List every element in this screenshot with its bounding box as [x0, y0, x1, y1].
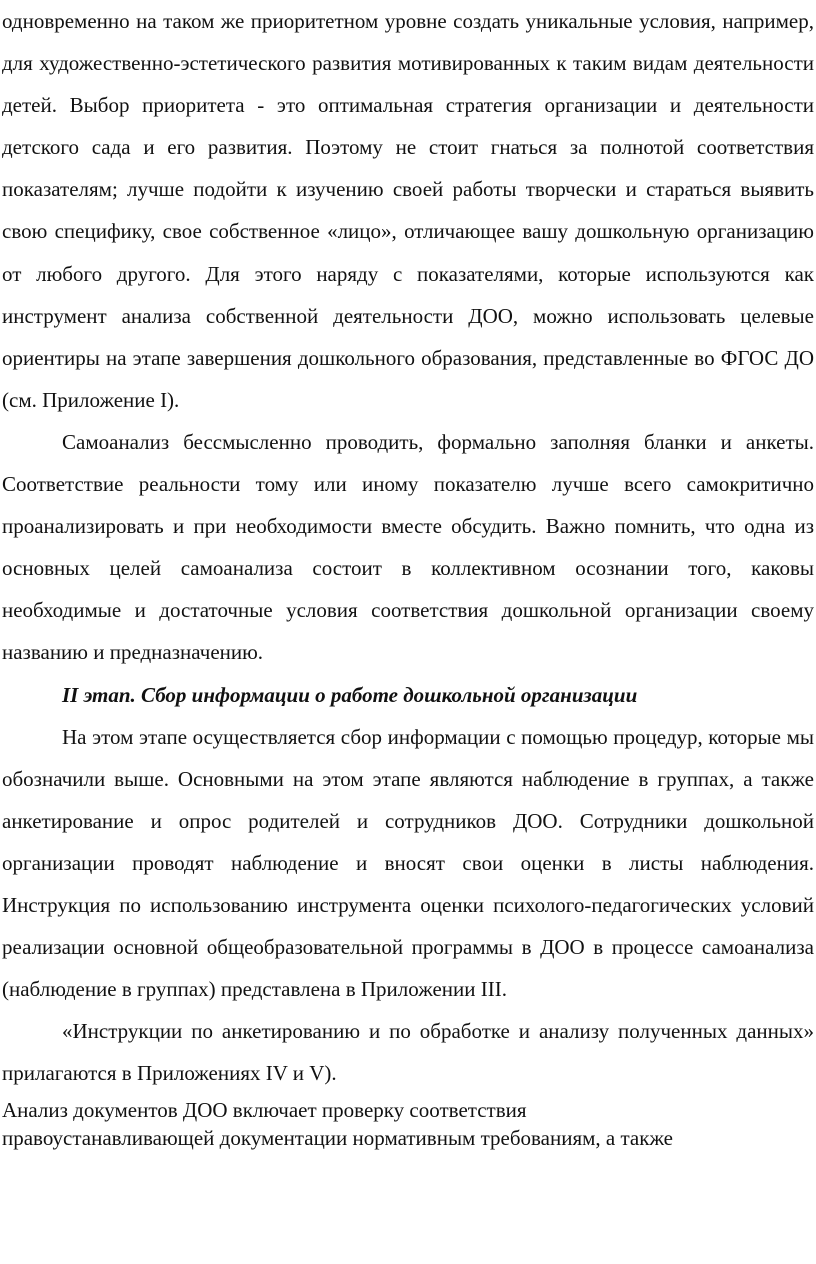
paragraph-information-collection: На этом этапе осуществляется сбор информации с помощью процедур, которые мы обозначили выше. Основными на этом этапе являются наблюдение в группах, а также анкетирование и опрос родителей и сотрудников ДОО. Сотрудники дошкольной организации проводят наблюдение и вносят свои оценки в листы наблюдения. Инструкция по использованию инструмента оценки психолого-педагогических условий реализации основной общеобразовательной программы в ДОО в процессе самоанализа (наблюдение в группах) представлена в Приложении III.	[2, 724, 814, 1002]
section-heading-stage-2: II этап. Сбор информации о работе дошкольной организации	[62, 682, 638, 707]
paragraph-priority-strategy: одновременно на таком же приоритетном уровне создать уникальные условия, например, для художественно-эстетического развития мотивированных к таким видам деятельности детей. Выбор приоритета - это оптимальная стратегия организации и деятельности детского сада и его развития. Поэтому не стоит гнаться за полнотой соответствия показателям; лучше подойти к изучению своей работы творчески и стараться выявить свою специфику, свое собственное «лицо», отличающее вашу дошкольную организацию от любого другого. Для этого наряду с показателями, которые используются как инструмент анализа собственной деятельности ДОО, можно использовать целевые ориентиры на этапе завершения дошкольного образования, представленные во ФГОС ДО (см. Приложение I).	[2, 9, 814, 412]
paragraph-document-analysis-line-1: Анализ документов ДОО включает проверку соответствия	[2, 1098, 527, 1123]
paragraph-document-analysis-line-2: правоустанавливающей документации нормативным требованиям, а также	[2, 1126, 673, 1151]
paragraph-instructions: «Инструкции по анкетированию и по обработке и анализу полученных данных» прилагаются в Приложениях IV и V).	[2, 1019, 814, 1086]
paragraph-self-analysis: Самоанализ бессмысленно проводить, формально заполняя бланки и анкеты. Соответствие реальности тому или иному показателю лучше всего самокритично проанализировать и при необходимости вместе обсудить. Важно помнить, что одна из основных целей самоанализа состоит в коллективном осознании того, каковы необходимые и достаточные условия соответствия дошкольной организации своему названию и предназначению.	[2, 429, 814, 665]
